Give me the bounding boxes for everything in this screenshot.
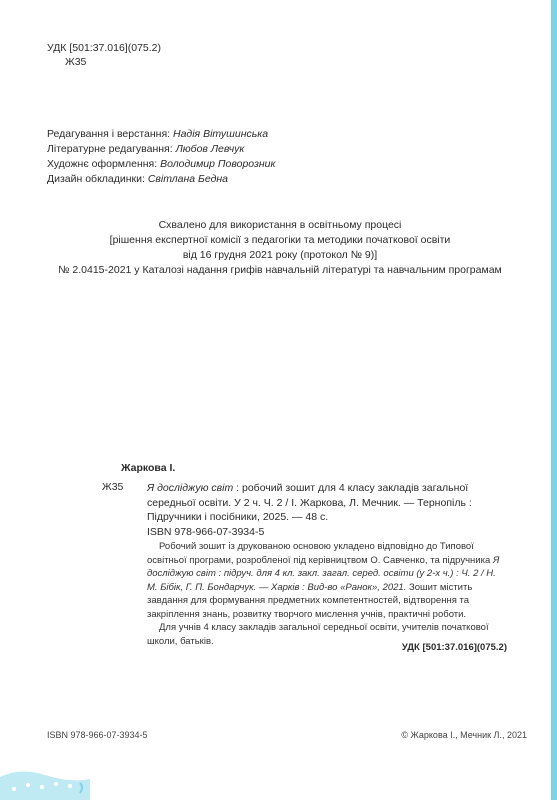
credit-line: Редагування і верстання: Надія Вітушинська [47,128,269,140]
bibliographic-entry [147,481,507,539]
credit-line: Дизайн обкладинки: Світлана Бедна [47,173,229,185]
catalog-code: Ж35 [65,56,87,68]
approval-line: від 16 грудня 2021 року (протокол № 9)] [182,249,378,261]
credits-block [47,127,275,187]
page-edge-stripe [551,0,557,800]
approval-block [40,218,520,278]
credit-line: Художнє оформлення: Володимир Поворозник [47,158,276,170]
approval-line: [рішення експертної комісії з педагогіки та методики початкової освіти [109,234,451,246]
corner-wave-decoration [0,765,90,800]
credit-line: Літературне редагування: Любов Левчук [47,143,245,155]
udk-block-top [47,41,161,69]
catalog-code-entry: Ж35 [102,481,124,493]
bib-isbn: ISBN 978-966-07-3934-5 [147,525,265,538]
footer-copyright: © Жаркова І., Мечник Л., 2021 [401,730,527,740]
udk-code-bottom: УДК [501:37.016](075.2) [401,642,507,653]
author-heading: Жаркова І. [121,462,176,474]
udk-code: УДК [501:37.016](075.2) [47,42,161,54]
approval-line: Схвалено для використання в освітньому процесі [158,219,402,231]
footer-isbn: ISBN 978-966-07-3934-5 [47,730,148,740]
bib-details: : робочий зошит для 4 класу закладів загальної середньої освіти. У 2 ч. Ч. 2 / І. Жаркова, Л. Мечник. — Тернопіль : Підручники і посібники, 2025. — 48 с. [147,482,472,523]
abstract-paragraph: Для учнів 4 класу закладів загальної середньої освіти, учителів початкової школи, батьків. [147,622,489,647]
abstract-block [147,540,507,648]
book-title: Я досліджую світ [147,482,234,494]
approval-line: № 2.0415-2021 у Каталозі надання грифів навчальній літературі та навчальним програмам [58,264,502,276]
abstract-paragraph: Робочий зошит із друкованою основою укладено відповідно до Типової освітньої програми, розробленої під керівництвом О. Савченко, та підручника Я досліджую світ : підруч. для 4 кл. закл. загал. серед. освіти (у 2-х ч.) : Ч. 2 / Н. М. Бібік, Г. П. Бондарчук. — Харків : Вид-во «Ранок», 2021. Зошит містить завдання для формування предметних компетентностей, відтворення та закріплення знань, розвитку творчого мислення учнів, практичні роботи. [147,541,500,620]
